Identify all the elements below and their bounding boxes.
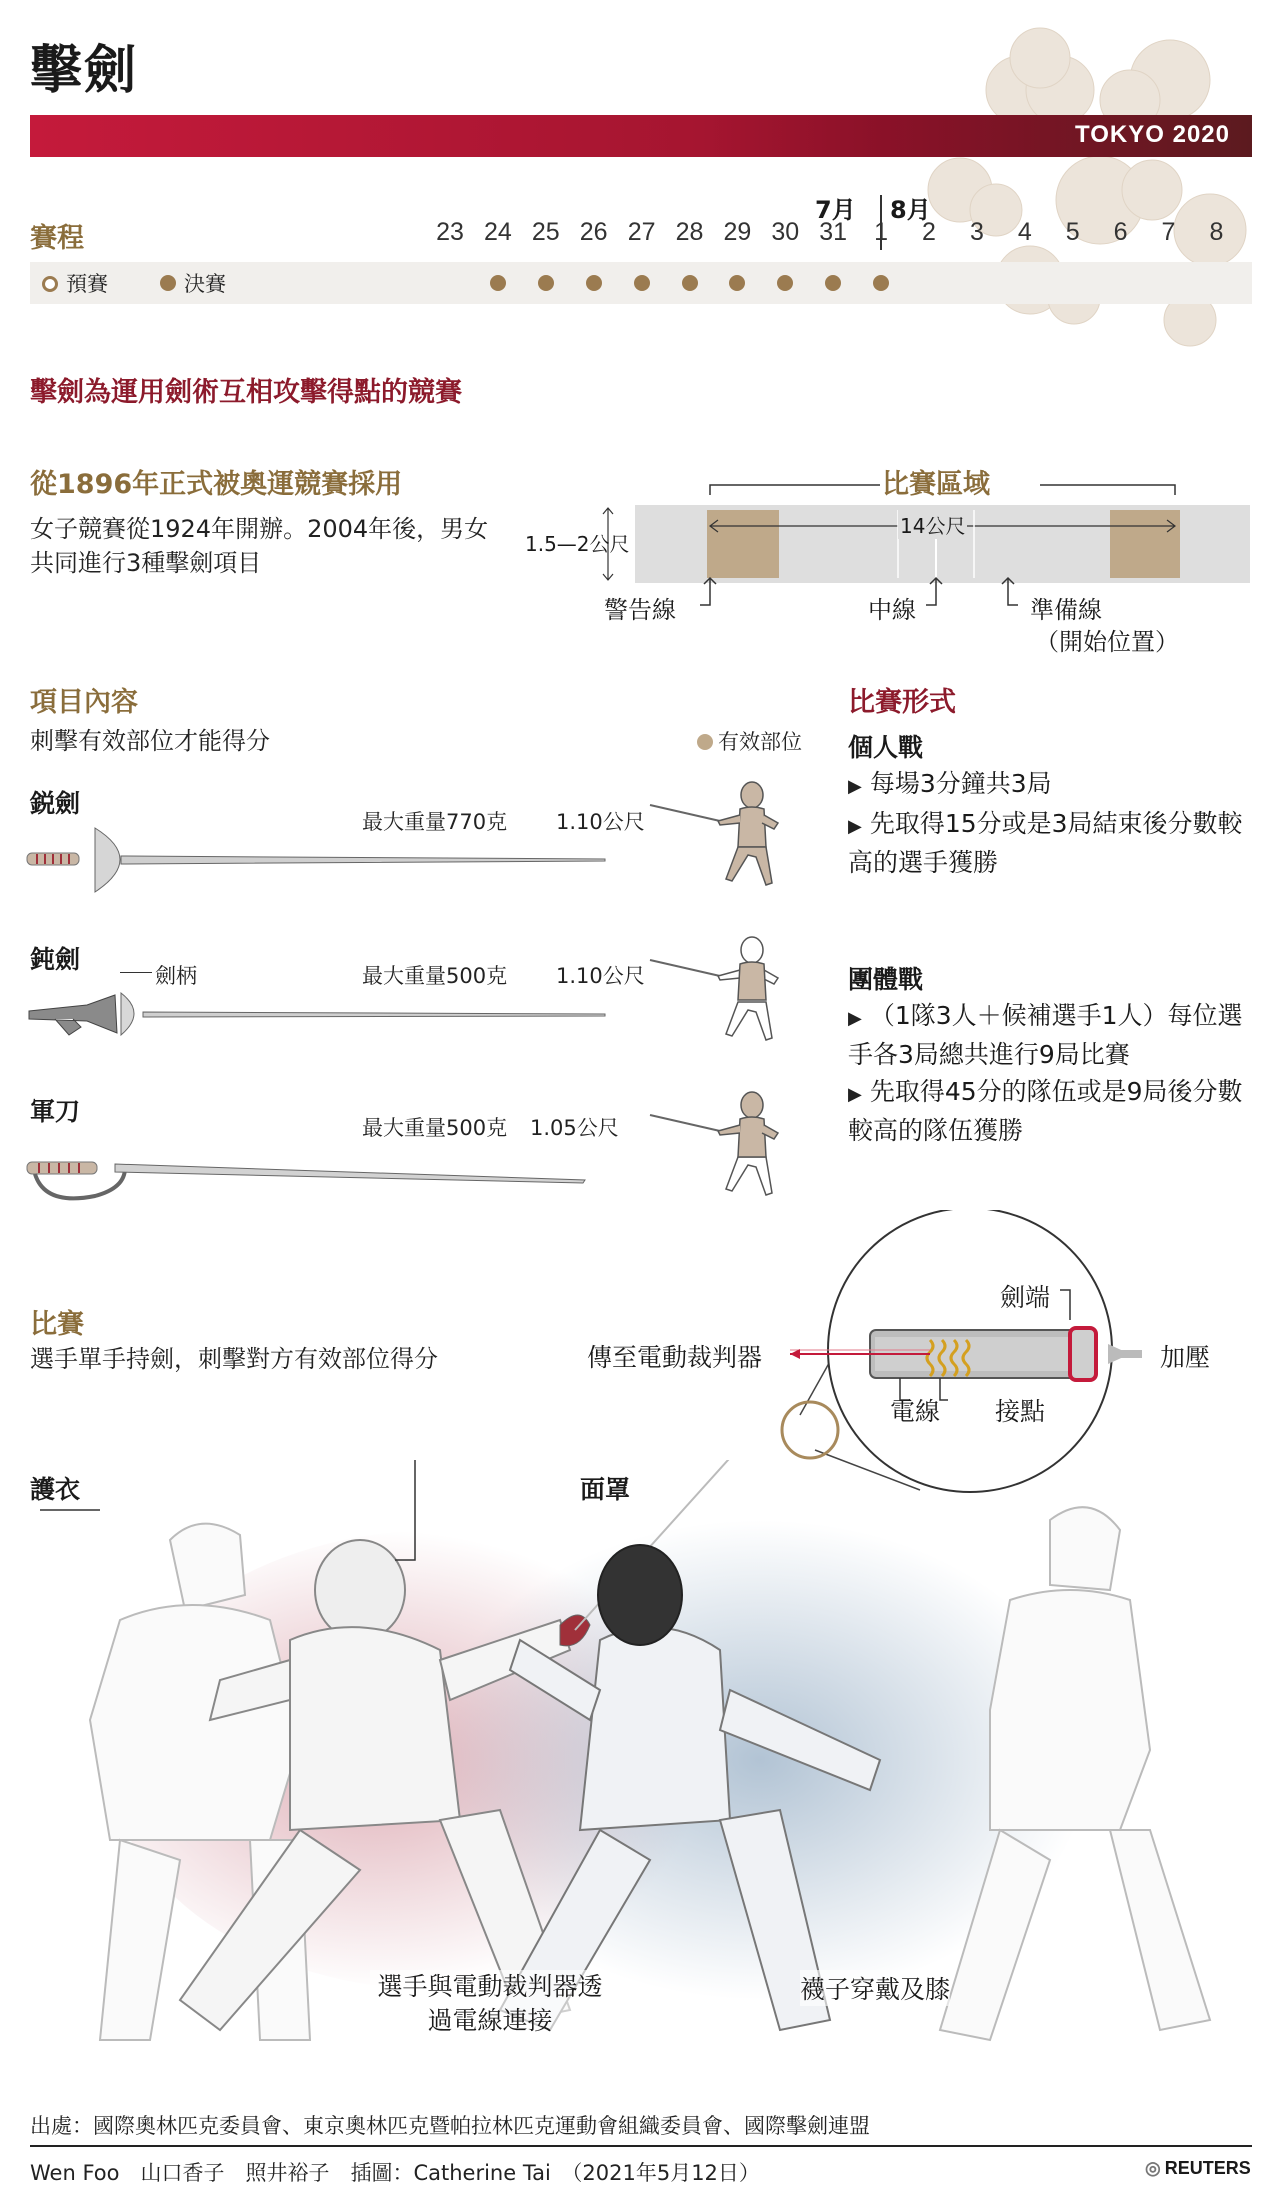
schedule-heading: 賽程 (30, 223, 84, 254)
epee-length: 1.10公尺 (556, 810, 645, 834)
individual-title: 個人戰 (848, 733, 924, 762)
jacket-label: 護衣 (30, 1475, 81, 1504)
schedule-day: 24 (483, 218, 512, 246)
events-heading: 項目內容 (30, 687, 138, 718)
final-dot (490, 275, 506, 291)
schedule-day: 6 (1113, 218, 1128, 246)
ready-line-sub: （開始位置） (1035, 628, 1179, 656)
foil-fencer-figure (640, 930, 800, 1060)
socks-label: 襪子穿戴及膝 (800, 1970, 950, 2006)
final-dot (729, 275, 745, 291)
final-legend-label: 決賽 (184, 272, 226, 296)
schedule-day: 26 (579, 218, 608, 246)
foil-name: 鈍劍 (30, 945, 81, 974)
match-heading: 比賽 (30, 1309, 84, 1340)
warning-line-label: 警告線 (604, 596, 676, 624)
prelim-legend-label: 預賽 (66, 272, 108, 296)
sabre-length: 1.05公尺 (530, 1116, 619, 1140)
foil-grip-pointer (120, 972, 152, 973)
epee-weight: 最大重量770克 (362, 810, 508, 834)
epee-illustration (25, 820, 615, 900)
schedule-day: 2 (922, 218, 936, 246)
reuters-logo (1145, 2158, 1251, 2179)
reuters-logo-icon: ◎ (1145, 2158, 1161, 2178)
month-august: 8月 (890, 196, 931, 224)
sabre-name: 軍刀 (30, 1097, 81, 1126)
schedule-day: 1 (874, 218, 889, 246)
history-heading: 從1896年正式被奧運競賽採用 (30, 469, 403, 500)
intro-heading: 擊劍為運用劍術互相攻擊得點的競賽 (30, 377, 462, 408)
center-line-label: 中線 (868, 596, 916, 624)
events-subtitle: 刺擊有效部位才能得分 (30, 727, 270, 755)
piste-width: 1.5—2公尺 (525, 532, 630, 556)
schedule-day: 5 (1065, 218, 1080, 246)
month-july: 7月 (815, 196, 856, 224)
sabre-fencer-figure (640, 1085, 800, 1215)
foil-length: 1.10公尺 (556, 964, 645, 988)
final-dot (538, 275, 554, 291)
wire-connection-label: 選手與電動裁判器透過電線連接 (370, 1970, 610, 2038)
final-dot (682, 275, 698, 291)
schedule-day: 30 (771, 218, 800, 246)
mask-label: 面罩 (580, 1475, 631, 1504)
schedule-day: 27 (627, 218, 656, 246)
schedule-day: 31 (819, 218, 848, 246)
schedule-days (0, 218, 1280, 252)
schedule-day: 3 (969, 218, 984, 246)
match-text: 選手單手持劍，刺擊對方有效部位得分 (30, 1345, 438, 1373)
schedule-day: 28 (675, 218, 704, 246)
schedule-dots (0, 275, 1280, 295)
fencing-bout-illustration (40, 1460, 1260, 2100)
foil-illustration (25, 975, 615, 1055)
title-band (30, 115, 1252, 157)
schedule-day: 29 (723, 218, 752, 246)
wire-label: 電線 (890, 1397, 941, 1426)
pressure-label: 加壓 (1160, 1343, 1211, 1372)
foil-weight: 最大重量500克 (362, 964, 508, 988)
history-text: 女子競賽從1924年開辦。2004年後，男女共同進行3種擊劍項目 (30, 515, 489, 577)
final-dot (777, 275, 793, 291)
individual-point-2: ▶ 先取得15分或是3局結束後分數較高的選手獲勝 (848, 809, 1243, 877)
final-dot (873, 275, 889, 291)
tip-label: 劍端 (1000, 1283, 1051, 1312)
schedule-day: 4 (1017, 218, 1032, 246)
to-judge-label: 傳至電動裁判器 (587, 1343, 763, 1372)
piste-heading: 比賽區域 (882, 469, 990, 500)
contact-label: 接點 (995, 1397, 1046, 1426)
sabre-weight: 最大重量500克 (362, 1116, 508, 1140)
credits-text: Wen Foo 山口香子 照井裕子 插圖：Catherine Tai （2021年5月12日） (30, 2161, 760, 2185)
schedule-day: 7 (1161, 218, 1176, 246)
team-point-2: ▶ 先取得45分的隊伍或是9局後分數較高的隊伍獲勝 (848, 1077, 1243, 1145)
individual-point-1: ▶ 每場3分鐘共3局 (848, 769, 1052, 798)
schedule-day: 8 (1209, 218, 1224, 246)
final-dot (825, 275, 841, 291)
sabre-illustration (25, 1130, 595, 1210)
format-heading: 比賽形式 (848, 687, 956, 718)
epee-name: 鋭劍 (30, 789, 81, 818)
valid-area-icon (697, 734, 713, 750)
schedule-day: 25 (531, 218, 560, 246)
foil-grip-label: 劍柄 (155, 964, 197, 988)
valid-area-label: 有效部位 (718, 730, 802, 754)
piste-length: 14公尺 (898, 510, 967, 539)
page-title: 擊劍 (30, 41, 139, 101)
source-text: 出處：國際奧林匹克委員會、東京奧林匹克暨帕拉林匹克運動會組織委員會、國際擊劍連盟 (30, 2114, 870, 2138)
team-point-1: ▶ （1隊3人＋候補選手1人）每位選手各3局總共進行9局比賽 (848, 1001, 1243, 1069)
schedule-day: 23 (436, 218, 464, 246)
epee-fencer-figure (640, 775, 800, 905)
ready-line-label: 準備線 (1030, 596, 1102, 624)
final-dot (586, 275, 602, 291)
final-dot (634, 275, 650, 291)
reuters-wordmark: REUTERS (1164, 2158, 1251, 2178)
team-title: 團體戰 (848, 965, 924, 994)
footer-rule (30, 2145, 1252, 2147)
brand-label: TOKYO 2020 (1075, 121, 1230, 148)
